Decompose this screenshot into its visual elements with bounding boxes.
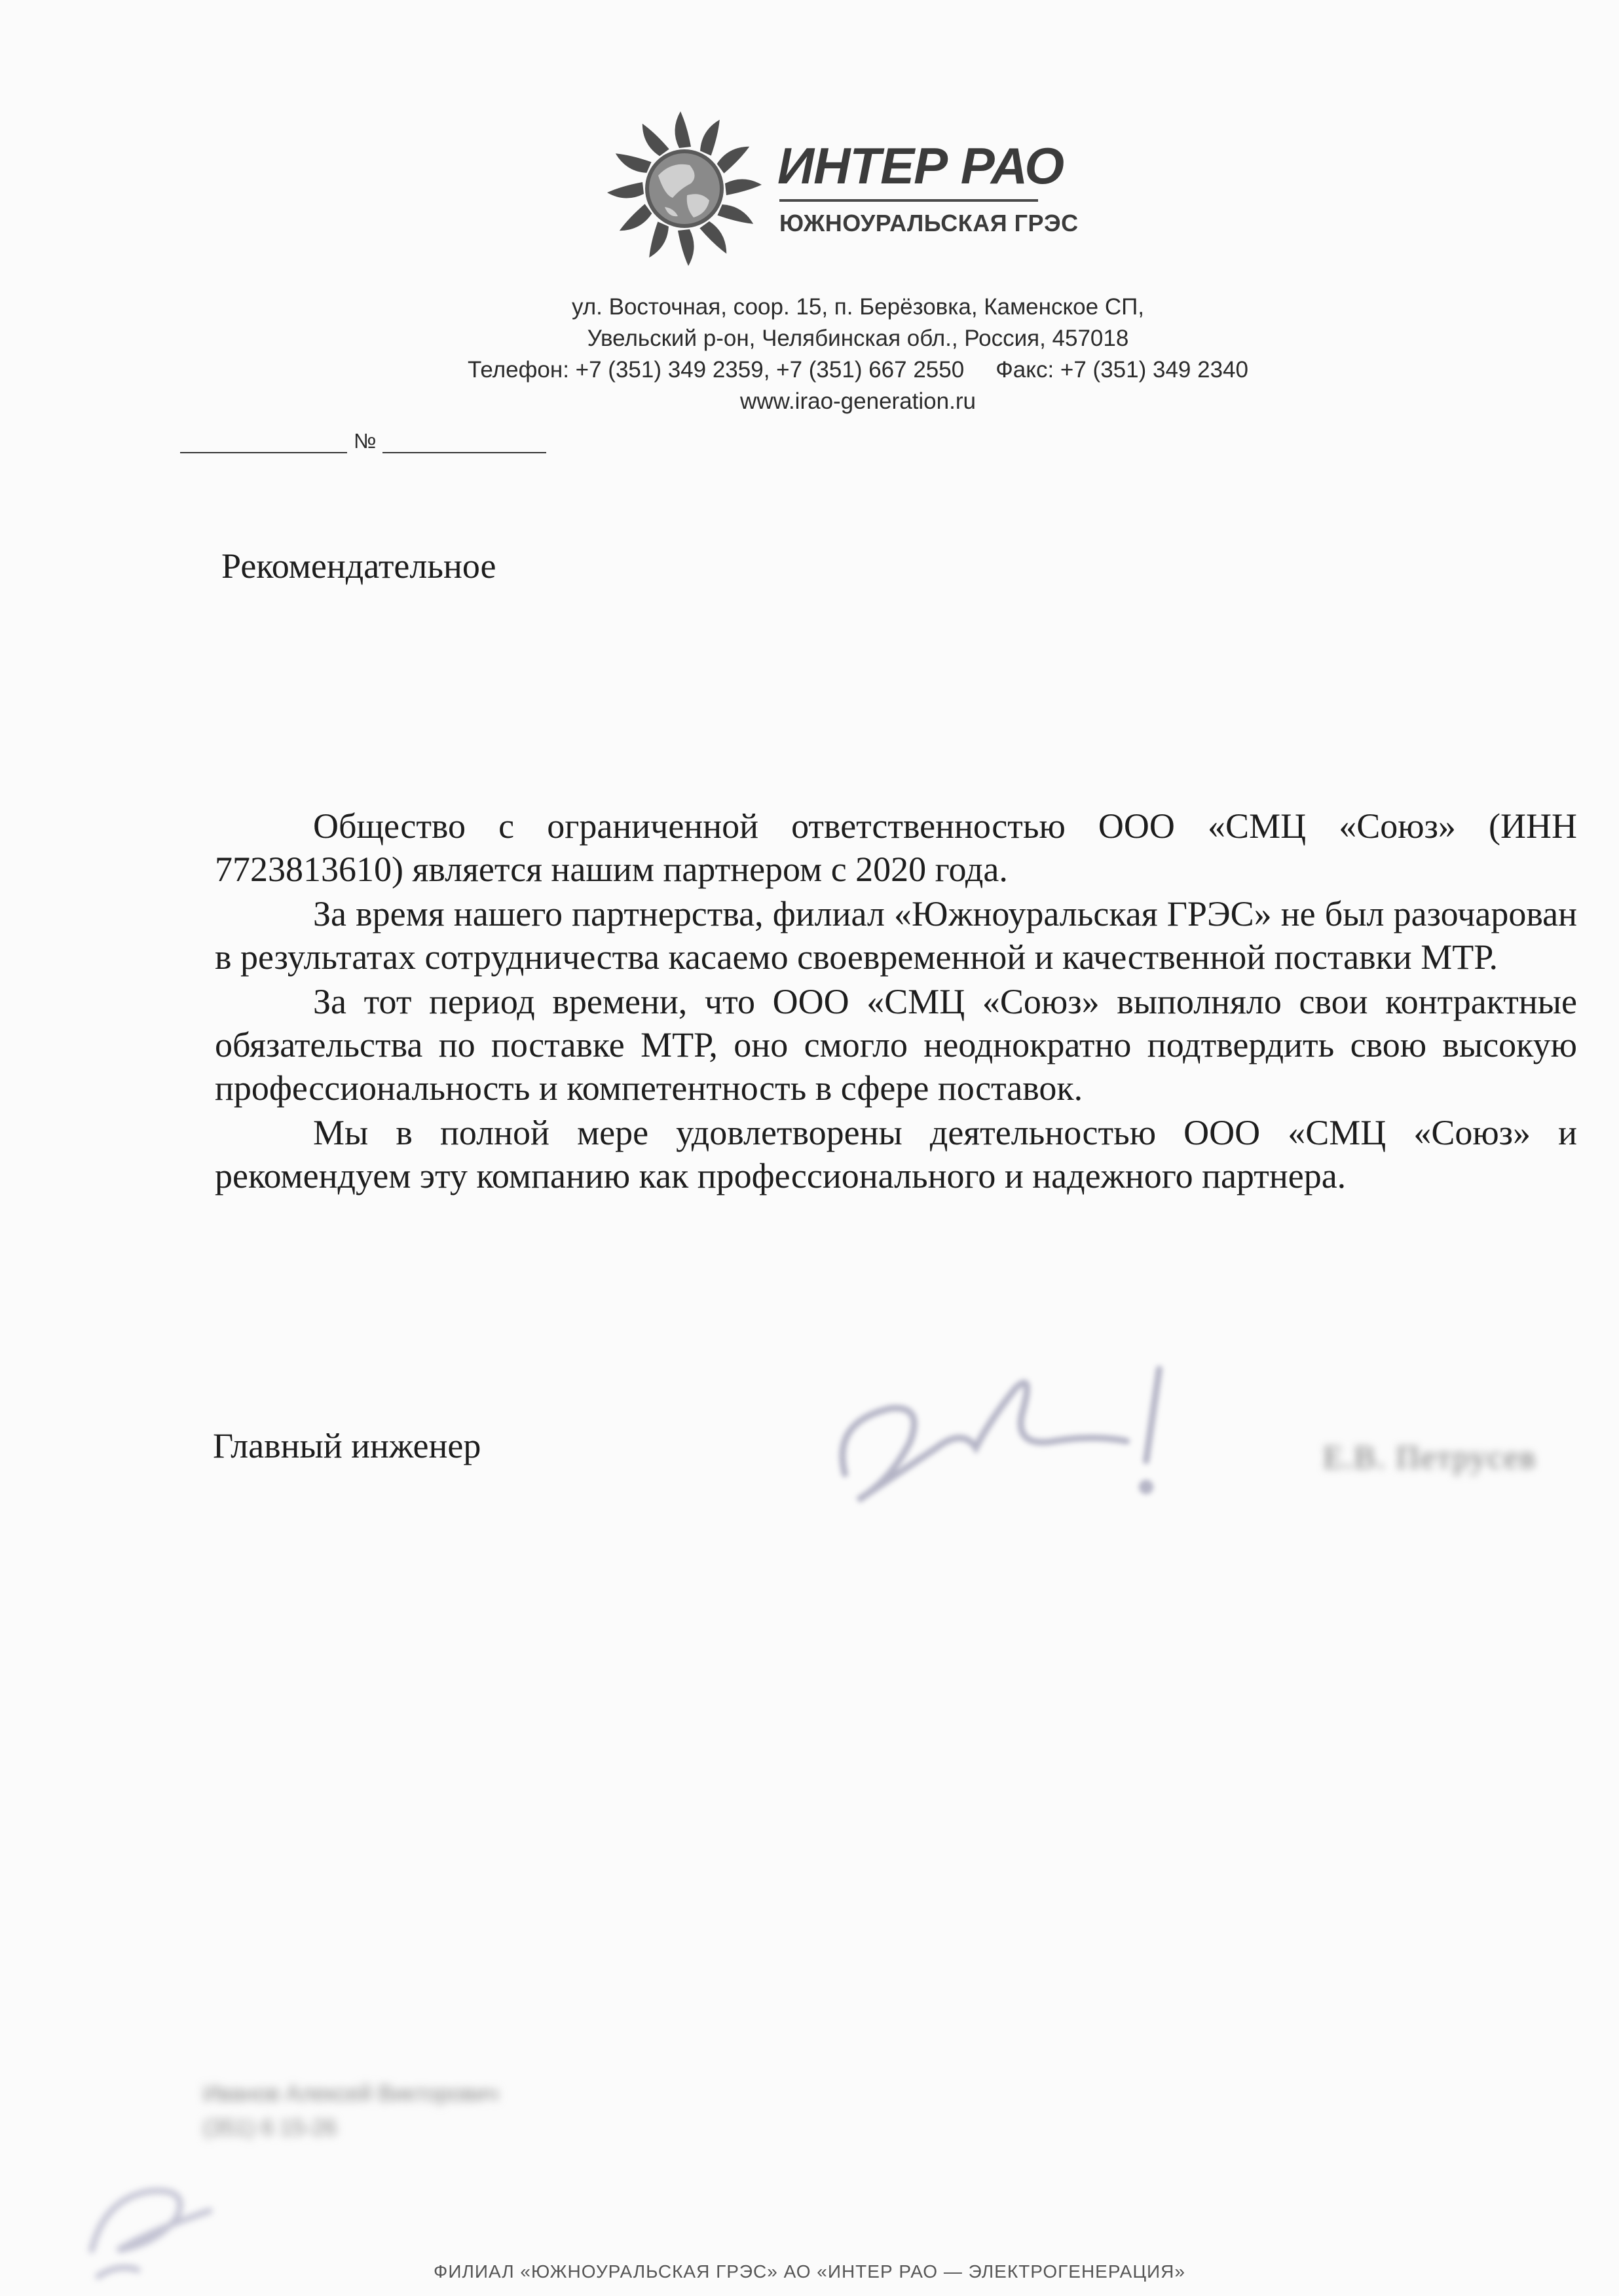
brand-name: ИНТЕР РАО [777,137,1064,195]
signature-scribble [819,1343,1212,1526]
number-sign: № [354,429,377,453]
website-link[interactable]: www.irao-generation.ru [740,388,976,414]
paragraph: За время нашего партнерства, филиал «Южноуральская ГРЭС» не был разочарован в результатах сотрудничества касаемо своевременной и качественной поставки МТР. [215,894,1577,977]
footer-text: ФИЛИАЛ «ЮЖНОУРАЛЬСКАЯ ГРЭС» АО «ИНТЕР РАО — ЭЛЕКТРОГЕНЕРАЦИЯ» [434,2261,1185,2282]
contact-block [367,292,1349,417]
number-blank [382,432,546,453]
address-line-1: ул. Восточная, соор. 15, п. Берёзовка, Каменское СП, [572,294,1144,320]
date-blank [180,432,347,453]
sun-globe-logo-icon [606,110,763,267]
registration-number-line [180,429,546,453]
company-logo [606,110,1104,267]
letter-body [215,804,1577,1197]
paragraph: Общество с ограниченной ответственностью ООО «СМЦ «Союз» (ИНН 7723813610) является нашим партнером с 2020 года. [215,806,1577,889]
phone-text: Телефон: +7 (351) 349 2359, +7 (351) 667 2550 [468,357,965,383]
brand-subtitle: ЮЖНОУРАЛЬСКАЯ ГРЭС [779,210,1079,236]
signer-position: Главный инженер [213,1426,481,1465]
phone-fax-line [367,354,1349,386]
executor-name-blurred: Иванов Алексей Викторович [203,2081,498,2106]
document-title: Рекомендательное [221,546,496,586]
executor-block [203,2077,661,2145]
brand-divider [779,199,1038,202]
paragraph: Мы в полной мере удовлетворены деятельностью ООО «СМЦ «Союз» и рекомендуем эту компанию как профессионального и надежного партнера. [215,1113,1577,1195]
fax-text: Факс: +7 (351) 349 2340 [996,357,1248,383]
signer-name-blurred: Е.В. Петрусев [1323,1439,1537,1475]
executor-phone-blurred: (351) 6 15-26 [203,2115,337,2140]
address-line-2: Увельский р-он, Челябинская обл., Россия, 457018 [587,326,1129,351]
paragraph: За тот период времени, что ООО «СМЦ «Союз» выполняло свои контрактные обязательства по поставке МТР, оно смогло неоднократно подтвердить свою высокую профессиональность и компетентность в сфере поставок. [215,982,1577,1108]
